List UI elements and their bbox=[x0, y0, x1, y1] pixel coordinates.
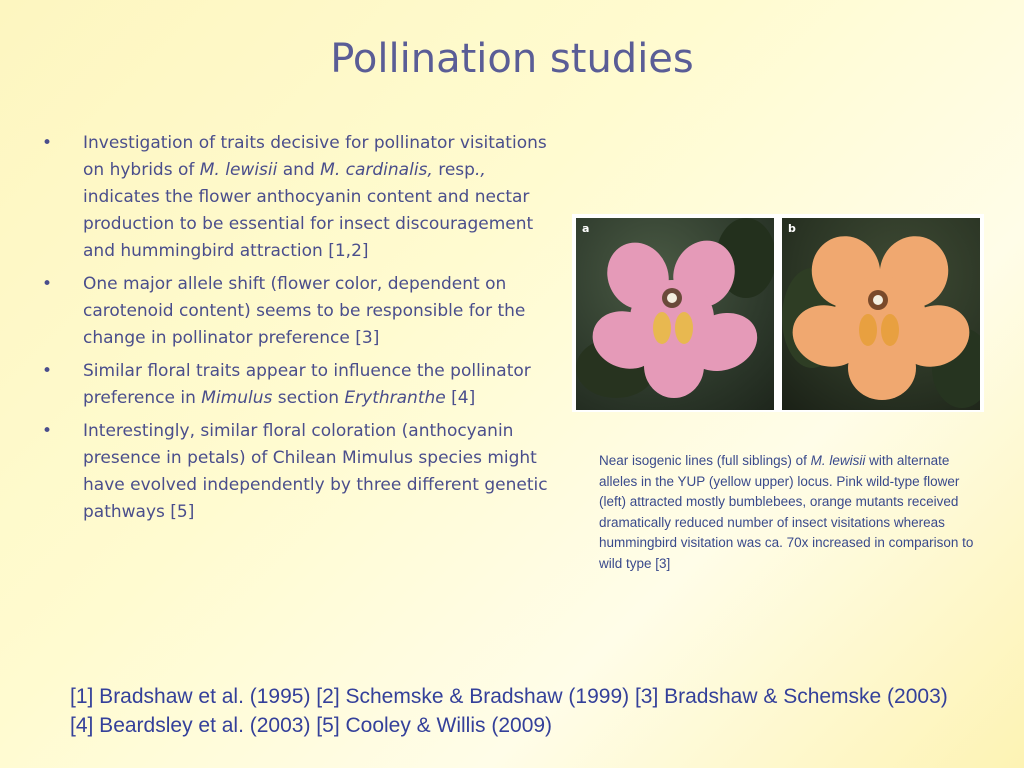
caption-text: with alternate alleles in the YUP (yellow upper) locus. Pink wild-type flower (left) attracted mostly bumblebees, orange mutants received dramatically reduced number of insect visitations whereas hummingbird visitation was ca. 70x increased in comparison to wild type [3] bbox=[599, 453, 974, 571]
figure-panel-b bbox=[782, 218, 980, 410]
bullet-marker: • bbox=[42, 133, 53, 153]
bullet-marker: • bbox=[42, 361, 53, 381]
figure-panel-a bbox=[576, 218, 774, 410]
bullet-text: Investigation of traits decisive for pollinator visitations on hybrids of bbox=[83, 133, 547, 180]
bullet-text-italic: M. cardinalis, bbox=[320, 160, 433, 180]
caption-text-italic: M. lewisii bbox=[810, 453, 866, 468]
bullet-text-italic: M. lewisii bbox=[199, 160, 278, 180]
bullet-item bbox=[40, 358, 550, 412]
panel-b-label: b bbox=[788, 222, 796, 235]
bullet-marker: • bbox=[42, 421, 53, 441]
bullet-marker: • bbox=[42, 274, 53, 294]
pink-flower-image bbox=[576, 218, 774, 410]
bullet-text: Interestingly, similar floral coloration (anthocyanin presence in petals) of Chilean Mimulus species might have evolved independently by three different genetic pathways [5] bbox=[83, 421, 548, 522]
bullet-list bbox=[40, 130, 550, 532]
flower-figure bbox=[572, 214, 984, 412]
bullet-text: and bbox=[277, 160, 321, 180]
bullet-text: section bbox=[272, 388, 345, 408]
panel-a-label: a bbox=[582, 222, 590, 235]
bullet-text-italic: ., bbox=[474, 160, 486, 180]
bullet-text: One major allele shift (flower color, dependent on carotenoid content) seems to be responsible for the change in pollinator preference [3] bbox=[83, 274, 526, 348]
orange-flower-image bbox=[782, 218, 980, 410]
bullet-text: Similar floral traits appear to influence the pollinator preference in bbox=[83, 361, 531, 408]
bullet-item bbox=[40, 130, 550, 265]
bullet-text-italic: Mimulus bbox=[201, 388, 273, 408]
bullet-text-italic: Erythranthe bbox=[344, 388, 446, 408]
caption-text: Near isogenic lines (full siblings) of bbox=[599, 453, 811, 468]
bullet-text: resp bbox=[432, 160, 475, 180]
bullet-text: [4] bbox=[445, 388, 476, 408]
bullet-text: indicates the flower anthocyanin content and nectar production to be essential for insect discouragement and hummingbird attraction [1,2] bbox=[83, 187, 534, 261]
figure-caption bbox=[599, 451, 979, 574]
bullet-item bbox=[40, 418, 550, 526]
bullet-item bbox=[40, 271, 550, 352]
slide-title: Pollination studies bbox=[330, 36, 694, 82]
references: [1] Bradshaw et al. (1995) [2] Schemske & Bradshaw (1999) [3] Bradshaw & Schemske (2003) [4] Beardsley et al. (2003) [5] Cooley & Willis (2009) bbox=[70, 685, 948, 737]
